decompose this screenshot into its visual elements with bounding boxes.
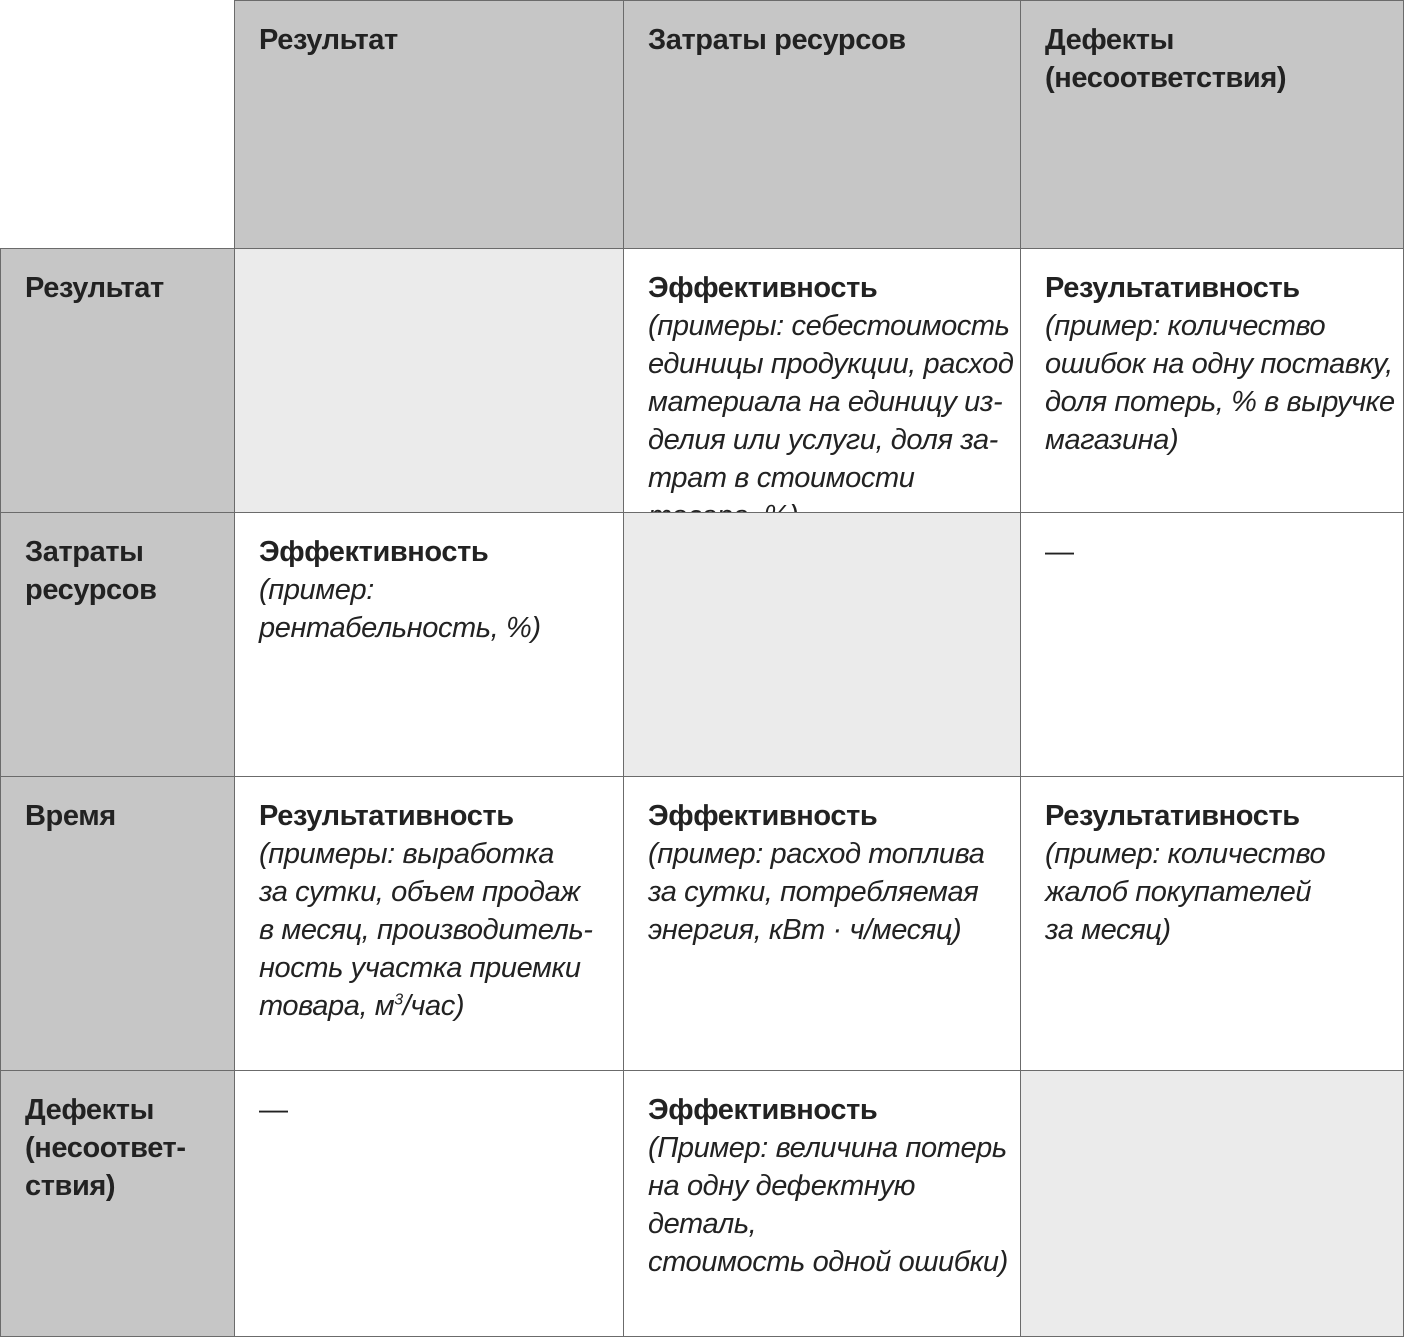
- cell-result-resource-costs: [623, 248, 1021, 513]
- cell-title: Результативность: [1045, 800, 1300, 832]
- row-header-label: Дефекты (несоответ- ствия): [25, 1094, 186, 1202]
- cell-title: Результативность: [259, 800, 514, 832]
- column-header-defects: [1020, 0, 1404, 249]
- cell-dash: —: [259, 1094, 288, 1126]
- cell-title: Эффективность: [648, 800, 878, 832]
- cell-example-text: (примеры: выработка за сутки, объем продаж в месяц, производитель- ность участка приемки товара, м: [259, 838, 593, 1022]
- cell-example: (пример: количество жалоб покупателей за месяц): [1045, 838, 1326, 946]
- cell-title: Эффективность: [648, 1094, 878, 1126]
- row-header-label: Результат: [25, 272, 164, 304]
- cell-defects-result: [234, 1070, 624, 1337]
- column-header-resource-costs: [623, 0, 1021, 249]
- column-header-label: Результат: [259, 24, 398, 56]
- cell-example-text-end: /час): [402, 990, 465, 1022]
- cell-time-resource-costs: [623, 776, 1021, 1071]
- column-header-label: Затраты ресурсов: [648, 24, 906, 56]
- cell-defects-defects: [1020, 1070, 1404, 1337]
- row-header-time: [0, 776, 235, 1071]
- superscript-exponent: 3: [394, 991, 403, 1009]
- row-header-defects: [0, 1070, 235, 1337]
- cell-time-result: [234, 776, 624, 1071]
- cell-example: (пример: рентабельность, %): [259, 574, 541, 644]
- cell-title: Эффективность: [648, 272, 878, 304]
- cell-result-defects: [1020, 248, 1404, 513]
- cell-resource-costs-result: [234, 512, 624, 777]
- cell-example: [259, 835, 623, 1025]
- cell-resource-costs-resource-costs: [623, 512, 1021, 777]
- row-header-label: Затраты ресурсов: [25, 536, 157, 606]
- row-header-result: [0, 248, 235, 513]
- cell-defects-resource-costs: [623, 1070, 1021, 1337]
- cell-title: Результативность: [1045, 272, 1300, 304]
- column-header-result: [234, 0, 624, 249]
- cell-title: Эффективность: [259, 536, 489, 568]
- cell-example: (Пример: величина потерь на одну дефектную деталь, стоимость одной ошибки): [648, 1132, 1008, 1278]
- corner-blank: [0, 0, 235, 249]
- cell-example: (примеры: себестоимость единицы продукции, расход материала на единицу из- делия или услуги, доля за- трат в стоимости: [648, 310, 1014, 494]
- row-header-resource-costs: [0, 512, 235, 777]
- cell-dash: —: [1045, 536, 1074, 568]
- column-header-label: Дефекты (несоответствия): [1045, 24, 1287, 94]
- cell-resource-costs-defects: [1020, 512, 1404, 777]
- row-header-label: Время: [25, 800, 116, 832]
- cell-example: (пример: расход топлива за сутки, потребляемая энергия, кВт · ч/месяц): [648, 838, 985, 946]
- cell-example: (пример: количество ошибок на одну поставку, доля потерь, % в выручке магазина): [1045, 310, 1395, 456]
- cell-time-defects: [1020, 776, 1404, 1071]
- cell-result-result: [234, 248, 624, 513]
